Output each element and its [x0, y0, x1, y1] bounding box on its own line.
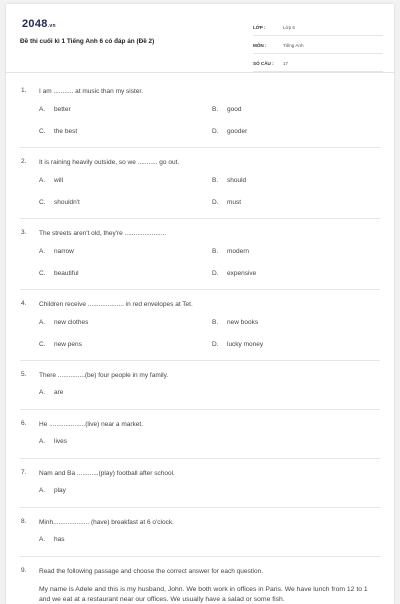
question-text: Minh.................... (have) breakfast at 6 o'clock.	[39, 519, 174, 526]
option-letter: D.	[212, 270, 219, 277]
question-item	[6, 410, 394, 458]
meta-value: Lớp 6	[283, 25, 295, 30]
question-item	[6, 508, 394, 556]
question-item	[6, 219, 394, 289]
option-letter: A.	[39, 248, 46, 255]
question-text: Nam and Ba ............(play) football after school.	[39, 470, 175, 477]
meta-row-count	[253, 56, 383, 72]
option-c[interactable]	[39, 270, 212, 292]
option-letter: A.	[39, 106, 46, 113]
option-b[interactable]	[212, 106, 382, 128]
exam-page	[6, 4, 394, 604]
question-number: 6.	[21, 420, 27, 427]
meta-value: 17	[283, 61, 289, 66]
options	[39, 319, 380, 363]
question-item	[6, 79, 394, 147]
question-text: Read the following passage and choose the correct answer for each question.	[39, 568, 264, 575]
question-text: There ...............(be) four people in my family.	[39, 372, 169, 379]
question-item	[6, 361, 394, 409]
option-text: should	[227, 177, 247, 184]
question-item	[6, 290, 394, 360]
meta-row-class	[253, 20, 383, 36]
exam-title: Đề thi cuối kì 1 Tiếng Anh 6 có đáp án (Đề 2)	[20, 38, 155, 45]
question-text: Children receive .................... in red envelopes at Tet.	[39, 301, 193, 308]
option-letter: C.	[39, 341, 46, 348]
site-logo[interactable]	[22, 18, 56, 30]
option-a[interactable]	[39, 106, 212, 128]
option-letter: A.	[39, 536, 46, 543]
option-letter: A.	[39, 438, 46, 445]
option-c[interactable]	[39, 199, 212, 221]
option-letter: B.	[212, 319, 219, 326]
option-c[interactable]	[39, 128, 212, 150]
question-text: The streets aren't old, they're .......................	[39, 230, 167, 237]
question-item	[6, 459, 394, 507]
option-a[interactable]	[39, 248, 212, 270]
option-letter: D.	[212, 199, 219, 206]
option-d[interactable]	[212, 128, 382, 150]
question-number: 2.	[21, 158, 27, 165]
option-a[interactable]	[39, 536, 212, 558]
meta-label: SỐ CÂU :	[253, 61, 274, 66]
option-text: lives	[54, 438, 68, 445]
question-number: 3.	[21, 229, 27, 236]
option-text: modern	[227, 248, 250, 255]
options	[39, 177, 380, 221]
option-letter: B.	[212, 177, 219, 184]
logo-suffix: .vn	[47, 23, 56, 29]
option-text: the best	[54, 128, 78, 135]
meta-label: LỚP :	[253, 25, 266, 30]
option-text: beautiful	[54, 270, 79, 277]
option-text: good	[227, 106, 242, 113]
option-text: must	[227, 199, 242, 206]
question-number: 4.	[21, 300, 27, 307]
question-item	[6, 148, 394, 218]
option-d[interactable]	[212, 341, 382, 363]
logo-main: 2048	[22, 18, 48, 30]
question-number: 8.	[21, 518, 27, 525]
question-text: It is raining heavily outside, so we ........... go out.	[39, 159, 180, 166]
option-text: new pens	[54, 341, 82, 348]
options	[39, 536, 380, 558]
option-letter: A.	[39, 319, 46, 326]
option-text: better	[54, 106, 71, 113]
question-list	[6, 73, 394, 604]
option-b[interactable]	[212, 248, 382, 270]
question-number: 1.	[21, 87, 27, 94]
option-letter: D.	[212, 128, 219, 135]
option-letter: D.	[212, 341, 219, 348]
question-number: 9.	[21, 567, 27, 574]
option-letter: A.	[39, 487, 46, 494]
option-text: are	[54, 389, 64, 396]
option-letter: C.	[39, 128, 46, 135]
option-text: new clothes	[54, 319, 89, 326]
option-letter: A.	[39, 177, 46, 184]
option-text: narrow	[54, 248, 74, 255]
options	[39, 487, 380, 509]
option-letter: A.	[39, 389, 46, 396]
option-a[interactable]	[39, 177, 212, 199]
option-text: play	[54, 487, 66, 494]
exam-header	[6, 4, 394, 73]
option-d[interactable]	[212, 270, 382, 292]
option-text: new books	[227, 319, 259, 326]
question-number: 7.	[21, 469, 27, 476]
meta-label: MÔN :	[253, 43, 267, 48]
option-text: has	[54, 536, 65, 543]
options	[39, 248, 380, 292]
reading-passage: My name is Adele and this is my husband, John. We both work in offices in Paris. We have lunch from 12 to 1 and we eat at a restaurant near our offices. We usually have a salad or some fish.	[39, 586, 368, 603]
options	[39, 438, 380, 460]
exam-meta	[253, 20, 383, 74]
option-letter: B.	[212, 248, 219, 255]
option-text: shouldn't	[54, 199, 80, 206]
option-a[interactable]	[39, 438, 212, 460]
options	[39, 389, 380, 411]
option-c[interactable]	[39, 341, 212, 363]
option-letter: C.	[39, 199, 46, 206]
question-number: 5.	[21, 371, 27, 378]
option-letter: C.	[39, 270, 46, 277]
option-letter: B.	[212, 106, 219, 113]
meta-value: Tiếng Anh	[283, 43, 304, 48]
option-a[interactable]	[39, 389, 212, 411]
option-b[interactable]	[212, 319, 382, 341]
option-a[interactable]	[39, 319, 212, 341]
option-b[interactable]	[212, 177, 382, 199]
question-text: I am ........... at music than my sister.	[39, 88, 144, 95]
option-text: expensive	[227, 270, 257, 277]
question-item	[6, 557, 394, 604]
meta-row-subject	[253, 38, 383, 54]
question-text: He ....................(live) near a market.	[39, 421, 144, 428]
option-d[interactable]	[212, 199, 382, 221]
option-text: will	[54, 177, 64, 184]
option-a[interactable]	[39, 487, 212, 509]
option-text: gooder	[227, 128, 248, 135]
options	[39, 106, 380, 150]
option-text: lucky money	[227, 341, 264, 348]
